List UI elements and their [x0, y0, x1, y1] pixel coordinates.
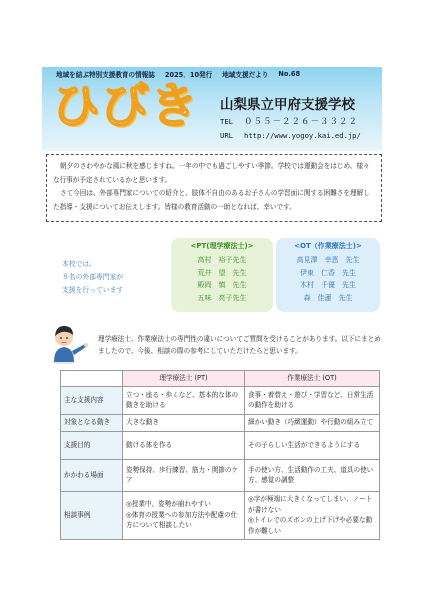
ot-cell: 食事・着替え・遊び・学習など、日常生活の動作を助ける — [245, 386, 380, 414]
row-header: 主な支援内容 — [61, 386, 123, 414]
table-row — [61, 459, 380, 491]
ot-staff-item: 森 佳蓮 先生 — [303, 293, 353, 302]
school-name: 山梨県立甲府支援学校 — [220, 97, 355, 113]
ot-title: <OT（作業療法士)> — [294, 242, 362, 250]
tel-label: TEL — [220, 117, 233, 126]
comparison-table — [60, 370, 380, 540]
row-header: かかわる場面 — [61, 459, 123, 491]
ot-cell: ◎字が極端に大きくなってしまい、ノートが書けない ◎トイレでのズボンの上げ下げや必要な動作が難しい — [245, 491, 380, 539]
issue-number: No.68 — [278, 70, 301, 78]
school-url[interactable]: http://www.yogoy.kai.ed.jp/ — [244, 131, 361, 140]
row-header: 対象となる動き — [61, 414, 123, 431]
table-row — [61, 414, 380, 431]
url-label: URL — [220, 131, 233, 140]
pt-staff-box — [171, 238, 273, 312]
row-header: 相談事例 — [61, 491, 123, 539]
ot-staff-box — [276, 238, 380, 312]
pt-staff-item: 殿岡 慎 先生 — [197, 281, 247, 289]
ot-cell: 手の使い方、生活動作の工夫、道具の使い方、感覚の調整 — [245, 459, 380, 491]
newsletter-subtitle: 地域を結ぶ特別支援教育の情報誌 — [56, 71, 155, 79]
experts-note-line: ８名の外部専門家が — [62, 273, 124, 281]
pt-staff-list — [171, 254, 273, 304]
row-header: 支援目的 — [61, 431, 123, 459]
table-row — [61, 491, 380, 539]
table-row — [61, 386, 380, 414]
pt-title: <PT(理学療法士)> — [190, 242, 254, 250]
contact-info — [220, 115, 361, 142]
experts-note-line: 本校では、 — [62, 260, 96, 268]
teacher-pointing-icon — [48, 322, 88, 364]
question-text: 理学療法士、作業療法士の専門性の違いについてご質問を受けることがあります。以下にまとめましたので、今後、相談の際の参考にしていただけたらと思います。 — [98, 335, 381, 355]
intro-paragraph-2: さて今回は、外部専門家についての紹介と、肢体不自由のあるお子さんの学習面に関する困難さを理解した指導・支援についてお伝えします。皆様の教育活動の一助となれば、幸いです。 — [53, 189, 370, 211]
issue-date: 2025．10発行 — [164, 71, 213, 79]
header-banner — [42, 67, 382, 151]
ot-cell: その子らしい生活ができるようにする — [245, 431, 380, 459]
pt-cell: 立つ・座る・歩くなど、基本的な体の動きを助ける — [123, 386, 245, 414]
ot-cell: 細かい動き（巧緻運動）や行動の組み立て — [245, 414, 380, 431]
pt-staff-item: 高村 裕子先生 — [197, 256, 247, 264]
series-name: 地域支援だより — [222, 71, 269, 79]
pt-cell: 姿勢保持、歩行練習、筋力・関節のケア — [123, 459, 245, 491]
ot-staff-list — [276, 254, 380, 304]
experts-note — [62, 258, 123, 297]
pt-staff-item: 荒井 望 先生 — [197, 268, 247, 277]
ot-staff-item: 伊東 仁香 先生 — [300, 268, 356, 277]
pt-staff-item: 五味 亮子先生 — [197, 293, 247, 302]
ot-staff-item: 木村 千優 先生 — [300, 281, 356, 289]
column-header-pt: 理学療法士 (PT) — [123, 371, 245, 387]
table-header-row — [61, 371, 380, 387]
newsletter-logo: ひびき — [52, 78, 200, 134]
ot-staff-item: 高見澤 幸恵 先生 — [296, 256, 360, 264]
pt-cell: ◎授業中、姿勢が崩れやすい ◎体育の授業への参加方法や配慮の仕方について相談したい — [123, 491, 245, 539]
pt-cell: 動ける体を作る — [123, 431, 245, 459]
column-header-ot: 作業療法士 (OT) — [245, 371, 380, 387]
table-row — [61, 431, 380, 459]
experts-note-line: 支援を行っています — [62, 286, 124, 294]
intro-box — [46, 154, 382, 222]
pt-cell: 大きな動き — [123, 414, 245, 431]
tel-number: ０５５－２２６－３３２２ — [244, 117, 359, 127]
intro-paragraph-1: 朝夕のさわやかな風に秋を感じますね。一年の中でも過ごしやすい季節。学校では運動会をはじめ、様々な行事が予定されているかと思います。 — [53, 162, 370, 184]
table-corner — [61, 371, 123, 387]
